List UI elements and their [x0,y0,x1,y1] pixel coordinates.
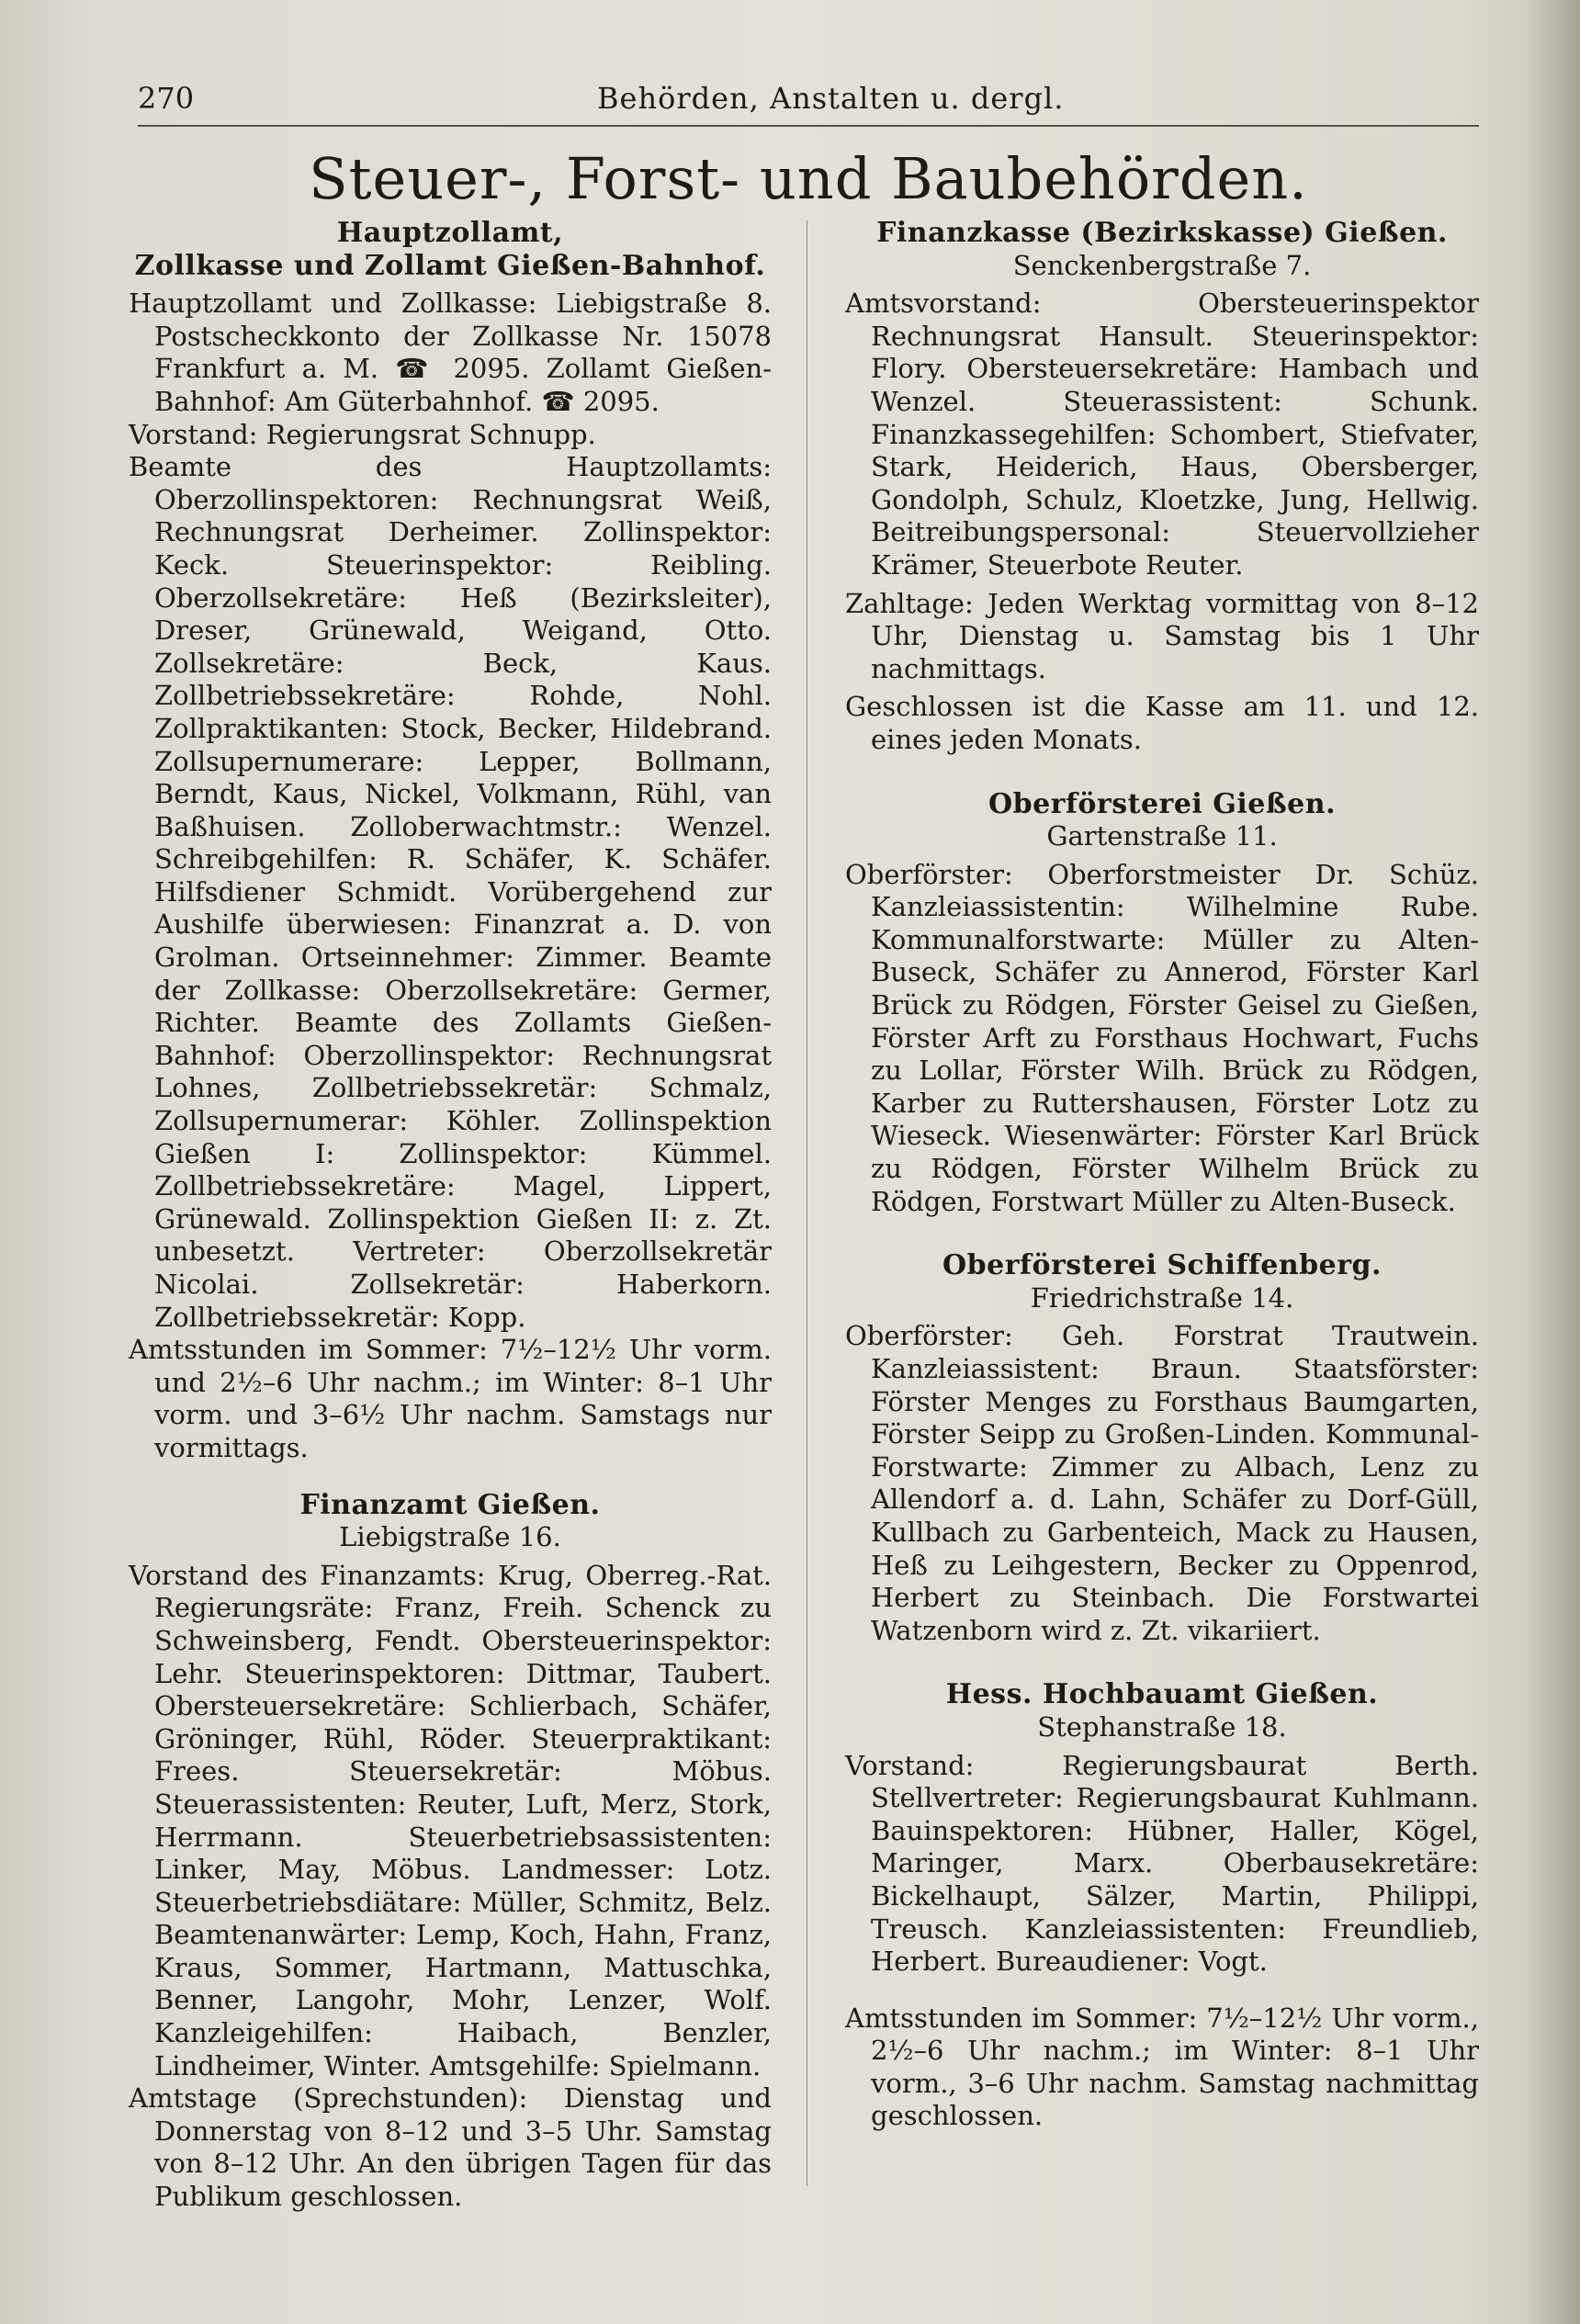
page-header [138,79,1479,127]
section-title-hauptzollamt: Hauptzollamt, [336,217,564,249]
section-title-oberfoersterei-schiffenberg: Oberförsterei Schiffenberg. [942,1249,1382,1282]
hauptzollamt-staff: Beamte des Hauptzollamts: Oberzollinspektoren: Rechnungsrat Weiß, Rechnungsrat Derheimer. Zollinspektor: Keck. Steuerinspektor: Reibling. Oberzollsekretäre: Heß (Bezirksleiter), Dreser, Grünewald, Weigand, Otto. Zollsekretäre: Beck, Kaus. Zollbetriebssekretäre: Rohde, Nohl. Zollpraktikanten: Stock, Becker, Hildebrand. Zollsupernumerare: Lepper, Bollmann, Berndt, Kaus, Nickel, Volkmann, Rühl, van Baßhuisen. Zolloberwachtmstr.: Wenzel. Schreibgehilfen: R. Schäfer, K. Schäfer. Hilfsdiener Schmidt. Vorübergehend zur Aushilfe überwiesen: Finanzrat a. D. von Grolman. Ortseinnehmer: Zimmer. Beamte der Zollkasse: Oberzollsekretäre: Germer, Richter. Beamte des Zollamts Gießen-Bahnhof: Oberzollinspektor: Rechnungsrat Lohnes, Zollbetriebssekretär: Schmalz, Zollsupernumerar: Köhler. Zollinspektion Gießen I: Zollinspektor: Kümmel. Zollbetriebssekretäre: Magel, Lippert, Grünewald. Zollinspektion Gießen II: z. Zt. unbesetzt. Vertreter: Oberzollsekretär Nicolai. Zollsekretär: Haberkorn. Zollbetriebssekretär: Kopp. [129,451,772,1333]
finanzkasse-zahltage: Zahltage: Jeden Werktag vormittag von 8–12 Uhr, Dienstag u. Samstag bis 1 Uhr nachmittags. [845,587,1479,684]
finanzamt-staff: Vorstand des Finanzamts: Krug, Oberreg.-Rat. Regierungsräte: Franz, Freih. Schenck zu Schweinsberg, Fendt. Obersteuerinspektor: Lehr. Steuerinspektoren: Dittmar, Taubert. Obersteuersekretäre: Schlierbach, Schäfer, Gröninger, Rühl, Röder. Steuerpraktikant: Frees. Steuersekretär: Möbus. Steuerassistenten: Reuter, Luft, Merz, Stork, Herrmann. Steuerbetriebsassistenten: Linker, May, Möbus. Landmesser: Lotz. Steuerbetriebsdiätare: Müller, Schmitz, Belz. Beamtenanwärter: Lemp, Koch, Hahn, Franz, Kraus, Sommer, Hartmann, Mattuschka, Benner, Langohr, Mohr, Lenzer, Wolf. Kanzleigehilfen: Haibach, Benzler, Lindheimer, Winter. Amtsgehilfe: Spielmann. [129,1559,772,2081]
section-title-hochbauamt: Hess. Hochbauamt Gießen. [945,1678,1379,1711]
hochbauamt-hours: Amtsstunden im Sommer: 7½–12½ Uhr vorm., 2½–6 Uhr nachm.; im Winter: 8–1 Uhr vorm., 3–6 Uhr nachm. Samstag nachmittag geschlossen. [845,2002,1479,2132]
left-column [129,217,772,2214]
oberfoersterei-schiffenberg-staff: Oberförster: Geh. Forstrat Trautwein. Kanzleiassistent: Braun. Staatsförster: Förster Menges zu Forsthaus Baumgarten, Förster Seipp zu Großen-Linden. Kommunal-Forstwarte: Zimmer zu Albach, Lenz zu Allendorf a. d. Lahn, Schäfer zu Dorf-Güll, Kullbach zu Garbenteich, Mack zu Hausen, Heß zu Leihgestern, Becker zu Oppenrod, Herbert zu Steinbach. Die Forstwartei Watzenborn wird z. Zt. vikariiert. [845,1320,1479,1646]
running-head: Behörden, Anstalten u. dergl. [597,81,1065,116]
section-subtitle-zollamt: Zollkasse und Zollamt Gießen-Bahnhof. [134,249,766,282]
finanzamt-address: Liebigstraße 16. [339,1521,561,1553]
finanzamt-amtstage: Amtstage (Sprechstunden): Dienstag und Donnerstag von 8–12 und 3–5 Uhr. Samstag von 8–12 Uhr. An den übrigen Tagen für das Publikum geschlossen. [129,2082,772,2213]
finanzkasse-staff: Amtsvorstand: Obersteuerinspektor Rechnungsrat Hansult. Steuerinspektor: Flory. Obersteuersekretäre: Hambach und Wenzel. Steuerassistent: Schunk. Finanzkassegehilfen: Schombert, Stiefvater, Stark, Heiderich, Haus, Obersberger, Gondolph, Schulz, Kloetzke, Jung, Hellwig. Beitreibungspersonal: Steuervollzieher Krämer, Steuerbote Reuter. [845,288,1479,581]
oberfoersterei-giessen-staff: Oberförster: Oberforstmeister Dr. Schüz. Kanzleiassistentin: Wilhelmine Rube. Kommunalforstwarte: Müller zu Alten-Buseck, Schäfer zu Annerod, Förster Karl Brück zu Rödgen, Förster Geisel zu Gießen, Förster Arft zu Forsthaus Hochwart, Fuchs zu Lollar, Förster Wilh. Brück zu Rödgen, Karber zu Ruttershausen, Förster Lotz zu Wieseck. Wiesenwärter: Förster Karl Brück zu Rödgen, Förster Wilhelm Brück zu Rödgen, Forstwart Müller zu Alten-Buseck. [845,858,1479,1217]
hochbauamt-address: Stephanstraße 18. [1037,1710,1287,1743]
hauptzollamt-vorstand: Vorstand: Regierungsrat Schnupp. [129,418,596,450]
section-title-finanzamt: Finanzamt Gießen. [299,1488,601,1521]
oberfoersterei-giessen-address: Gartenstraße 11. [1046,820,1278,852]
finanzkasse-geschlossen: Geschlossen ist die Kasse am 11. und 12. eines jeden Monats. [845,691,1479,755]
page-number: 270 [138,81,195,116]
main-title: Steuer-, Forst- und Baubehörden. [309,145,1308,212]
right-column [845,217,1479,2133]
hauptzollamt-hours: Amtsstunden im Sommer: 7½–12½ Uhr vorm. und 2½–6 Uhr nachm.; im Winter: 8–1 Uhr vorm. und 3–6½ Uhr nachm. Samstags nur vormittags. [129,1334,772,1463]
oberfoersterei-schiffenberg-address: Friedrichstraße 14. [1030,1281,1294,1314]
section-title-oberfoersterei-giessen: Oberförsterei Gießen. [988,787,1337,820]
page-edge-shadow [1525,0,1580,2324]
hochbauamt-staff: Vorstand: Regierungsbaurat Berth. Stellvertreter: Regierungsbaurat Kuhlmann. Bauinspektoren: Hübner, Haller, Kögel, Maringer, Marx. Oberbausekretäre: Bickelhaupt, Sälzer, Martin, Philippi, Treusch. Kanzleiassistenten: Freundlieb, Herbert. Bureaudiener: Vogt. [845,1749,1479,1978]
finanzkasse-address: Senckenbergstraße 7. [1012,249,1312,281]
hauptzollamt-address: Hauptzollamt und Zollkasse: Liebigstraße 8. Postscheckkonto der Zollkasse Nr. 15078 Frankfurt a. M. ☎ 2095. Zollamt Gießen-Bahnhof: Am Güterbahnhof. ☎ 2095. [129,288,772,417]
section-title-finanzkasse: Finanzkasse (Bezirkskasse) Gießen. [876,217,1448,249]
